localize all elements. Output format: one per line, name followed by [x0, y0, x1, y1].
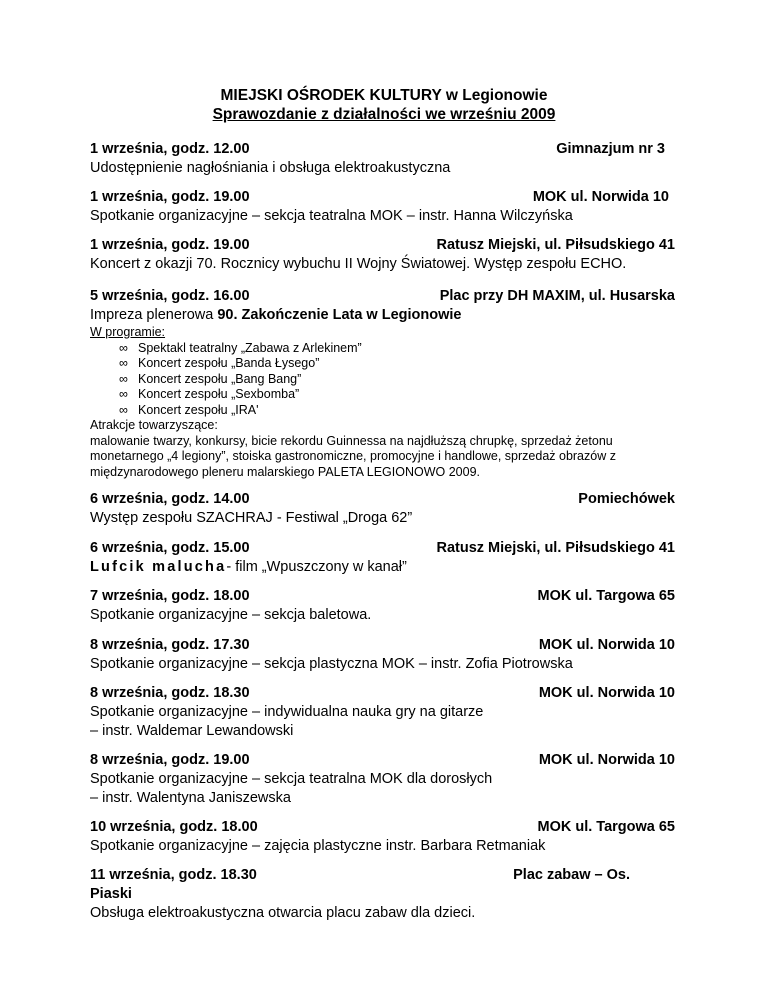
event-title: 90. Zakończenie Lata w Legionowie: [217, 307, 462, 323]
event-date: 7 września, godz. 18.00: [90, 588, 250, 604]
film-title: - film „Wpuszczony w kanał”: [226, 559, 407, 575]
event-description: Spotkanie organizacyjne – zajęcia plastyczne instr. Barbara Retmaniak: [90, 838, 546, 854]
list-item: ∞ Koncert zespołu „Bang Bang”: [119, 371, 302, 386]
event-place: Plac zabaw – Os.: [513, 867, 630, 883]
event-instructor: – instr. Waldemar Lewandowski: [90, 723, 294, 739]
event-description: [90, 558, 675, 577]
event-entry: [90, 140, 675, 178]
event-description: Spotkanie organizacyjne – indywidualna nauka gry na gitarze: [90, 704, 484, 720]
document-header: [0, 86, 768, 124]
event-entry: [90, 236, 675, 274]
event-place-continued: Piaski: [90, 886, 132, 902]
report-subtitle: Sprawozdanie z działalności we wrześniu 2009: [212, 106, 556, 123]
event-place: MOK ul. Targowa 65: [537, 588, 675, 604]
event-entry: [90, 539, 675, 577]
infinity-bullet-icon: ∞: [119, 387, 128, 401]
event-entry-festival: [90, 287, 675, 480]
event-description: Spotkanie organizacyjne – sekcja baletowa.: [90, 607, 372, 623]
list-item: ∞ Spektakl teatralny „Zabawa z Arlekinem”: [119, 340, 362, 355]
event-date: 6 września, godz. 14.00: [90, 491, 250, 507]
event-place: Gimnazjum nr 3: [556, 141, 665, 157]
infinity-bullet-icon: ∞: [119, 402, 128, 417]
attractions-text: malowanie twarzy, konkursy, bicie rekordu Guinnessa na najdłuższą chrupkę, sprzedaż żetonu monetarnego „4 legiony”, stoiska gastronomiczne, promocyjne i handlowe, sprzedaż obrazów z międzynarodowego pleneru malarskiego PALETA LEGIONOWO 2009.: [90, 433, 616, 479]
event-description: Występ zespołu SZACHRAJ - Festiwal „Droga 62”: [90, 510, 413, 526]
event-entry: [90, 188, 675, 226]
event-date: 8 września, godz. 19.00: [90, 752, 250, 768]
event-place: Ratusz Miejski, ul. Piłsudskiego 41: [436, 540, 675, 556]
infinity-bullet-icon: ∞: [119, 371, 128, 386]
event-date: 11 września, godz. 18.30: [90, 867, 257, 883]
event-entry: [90, 866, 675, 923]
event-description: Spotkanie organizacyjne – sekcja plastyczna MOK – instr. Zofia Piotrowska: [90, 656, 573, 672]
event-entry: [90, 490, 675, 528]
event-description: Spotkanie organizacyjne – sekcja teatralna MOK – instr. Hanna Wilczyńska: [90, 208, 573, 224]
event-instructor: – instr. Walentyna Janiszewska: [90, 790, 291, 806]
program-list: [90, 341, 675, 419]
event-description: Udostępnienie nagłośniania i obsługa elektroakustyczna: [90, 160, 451, 176]
event-place: Ratusz Miejski, ul. Piłsudskiego 41: [436, 237, 675, 253]
program-label: W programie:: [90, 325, 166, 339]
event-place: MOK ul. Norwida 10: [538, 637, 675, 653]
event-description: [90, 306, 675, 325]
event-date: 6 września, godz. 15.00: [90, 540, 250, 556]
attractions-label: Atrakcje towarzyszące:: [90, 418, 218, 432]
event-entry: [90, 684, 675, 741]
event-place: MOK ul. Norwida 10: [532, 189, 669, 205]
infinity-bullet-icon: ∞: [119, 340, 128, 355]
event-date: 1 września, godz. 19.00: [90, 237, 250, 253]
infinity-bullet-icon: ∞: [119, 356, 128, 370]
event-place: Pomiechówek: [578, 491, 675, 507]
event-date: 1 września, godz. 19.00: [90, 189, 250, 205]
event-date: 5 września, godz. 16.00: [90, 288, 250, 304]
list-item: ∞ Koncert zespołu „Sexbomba”: [119, 387, 300, 401]
institution-title: MIEJSKI OŚRODEK KULTURY w Legionowie: [220, 87, 548, 104]
list-item: ∞ Koncert zespołu „Banda Łysego”: [119, 356, 320, 370]
event-description: Koncert z okazji 70. Rocznicy wybuchu II Wojny Światowej. Występ zespołu ECHO.: [90, 256, 627, 272]
event-entry: [90, 751, 675, 808]
event-date: 1 września, godz. 12.00: [90, 141, 250, 157]
event-date: 8 września, godz. 17.30: [90, 637, 250, 653]
event-date: 8 września, godz. 18.30: [90, 685, 250, 701]
film-series-title: Lufcik malucha: [90, 559, 227, 575]
event-place: Plac przy DH MAXIM, ul. Husarska: [439, 288, 675, 304]
event-entry: [90, 636, 675, 674]
event-description: Spotkanie organizacyjne – sekcja teatralna MOK dla dorosłych: [90, 771, 493, 787]
event-entry: [90, 587, 675, 625]
event-description: Obsługa elektroakustyczna otwarcia placu zabaw dla dzieci.: [90, 905, 476, 921]
event-place: MOK ul. Norwida 10: [538, 685, 675, 701]
list-item: ∞ Koncert zespołu „IRA': [119, 402, 259, 417]
event-date: 10 września, godz. 18.00: [90, 819, 258, 835]
event-place: MOK ul. Targowa 65: [537, 819, 675, 835]
event-place: MOK ul. Norwida 10: [538, 752, 675, 768]
event-description-prefix: Impreza plenerowa: [90, 307, 218, 323]
event-entry: [90, 818, 675, 856]
